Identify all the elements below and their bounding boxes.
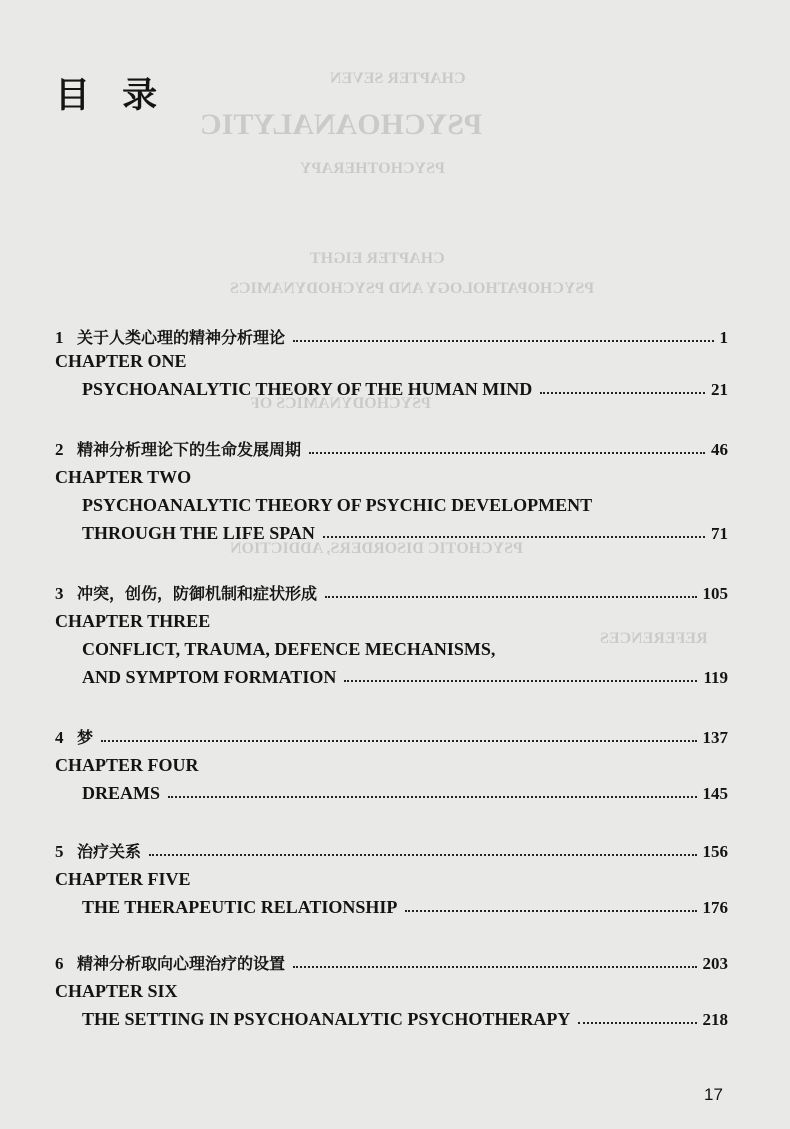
page-ref: 176 — [702, 898, 728, 917]
page-ref: 137 — [702, 728, 728, 747]
chapter-title-en: THE THERAPEUTIC RELATIONSHIP — [82, 897, 398, 917]
toc-chapter-label — [0, 864, 790, 890]
page-ref: 46 — [711, 440, 728, 459]
toc-entry-en — [0, 374, 728, 400]
chapter-title-zh: 精神分析理论下的生命发展周期 — [77, 440, 302, 459]
chapter-title-en: AND SYMPTOM FORMATION — [82, 667, 337, 687]
toc-entry-en — [0, 778, 728, 804]
toc-entry-zh — [0, 578, 728, 604]
toc-entry-zh — [0, 836, 728, 862]
page-ref: 156 — [702, 842, 728, 861]
toc-entry-zh — [0, 434, 728, 460]
page-ref: 119 — [703, 668, 728, 687]
toc-chapter-label — [0, 976, 790, 1002]
page-ref: 105 — [702, 584, 728, 603]
chapter-title-zh: 冲突，创伤，防御机制和症状形成 — [77, 584, 318, 603]
chapter-label: CHAPTER SIX — [55, 981, 178, 1001]
chapter-number: 6 — [55, 954, 64, 973]
leader-dots — [578, 1022, 696, 1024]
chapter-label: CHAPTER FIVE — [55, 869, 191, 889]
toc-entry-en — [0, 1004, 728, 1030]
toc-entry-zh — [0, 722, 728, 748]
toc-chapter-label — [0, 346, 790, 372]
toc-entry-en — [0, 892, 728, 918]
toc-chapter-label — [0, 750, 790, 776]
chapter-number: 4 — [55, 728, 64, 747]
toc-entry-en — [0, 518, 728, 544]
page-ref: 145 — [702, 784, 728, 803]
leader-dots — [293, 966, 696, 968]
page-ref: 71 — [711, 524, 728, 543]
chapter-number: 3 — [55, 584, 64, 603]
toc-entry-en — [0, 634, 728, 660]
chapter-title-zh: 梦 — [77, 728, 94, 747]
chapter-number: 1 — [55, 328, 64, 347]
leader-dots — [325, 596, 696, 598]
page-ref: 218 — [702, 1010, 728, 1029]
chapter-number: 2 — [55, 440, 64, 459]
leader-dots — [293, 340, 713, 342]
toc-chapter-label — [0, 462, 790, 488]
chapter-label: CHAPTER TWO — [55, 467, 192, 487]
chapter-title-en: CONFLICT, TRAUMA, DEFENCE MECHANISMS, — [82, 639, 496, 659]
chapter-title-zh: 精神分析取向心理治疗的设置 — [77, 954, 286, 973]
leader-dots — [168, 796, 696, 798]
toc-chapter-label — [0, 606, 790, 632]
chapter-label: CHAPTER ONE — [55, 351, 187, 371]
chapter-label: CHAPTER FOUR — [55, 755, 199, 775]
toc-entry-zh — [0, 948, 728, 974]
chapter-title-en: DREAMS — [82, 783, 161, 803]
leader-dots — [540, 392, 705, 394]
leader-dots — [323, 536, 705, 538]
chapter-label: CHAPTER THREE — [55, 611, 211, 631]
page-ref: 21 — [711, 380, 728, 399]
chapter-title-en: PSYCHOANALYTIC THEORY OF PSYCHIC DEVELOPMENT — [82, 495, 593, 515]
page-ref: 203 — [702, 954, 728, 973]
leader-dots — [309, 452, 705, 454]
chapter-title-zh: 治疗关系 — [77, 842, 142, 861]
page-ref: 1 — [719, 328, 728, 347]
page-number: 17 — [704, 1085, 723, 1104]
toc-entry-en — [0, 662, 728, 688]
chapter-title-en: THE SETTING IN PSYCHOANALYTIC PSYCHOTHERAPY — [82, 1009, 571, 1029]
leader-dots — [101, 740, 696, 742]
page-title: 目 录 — [55, 76, 168, 116]
leader-dots — [405, 910, 696, 912]
leader-dots — [344, 680, 697, 682]
chapter-title-en: THROUGH THE LIFE SPAN — [82, 523, 315, 543]
leader-dots — [149, 854, 696, 856]
toc-entry-en — [0, 490, 728, 516]
chapter-number: 5 — [55, 842, 64, 861]
chapter-title-en: PSYCHOANALYTIC THEORY OF THE HUMAN MIND — [82, 379, 533, 399]
chapter-title-zh: 关于人类心理的精神分析理论 — [77, 328, 286, 347]
toc-entry-zh — [0, 322, 728, 348]
